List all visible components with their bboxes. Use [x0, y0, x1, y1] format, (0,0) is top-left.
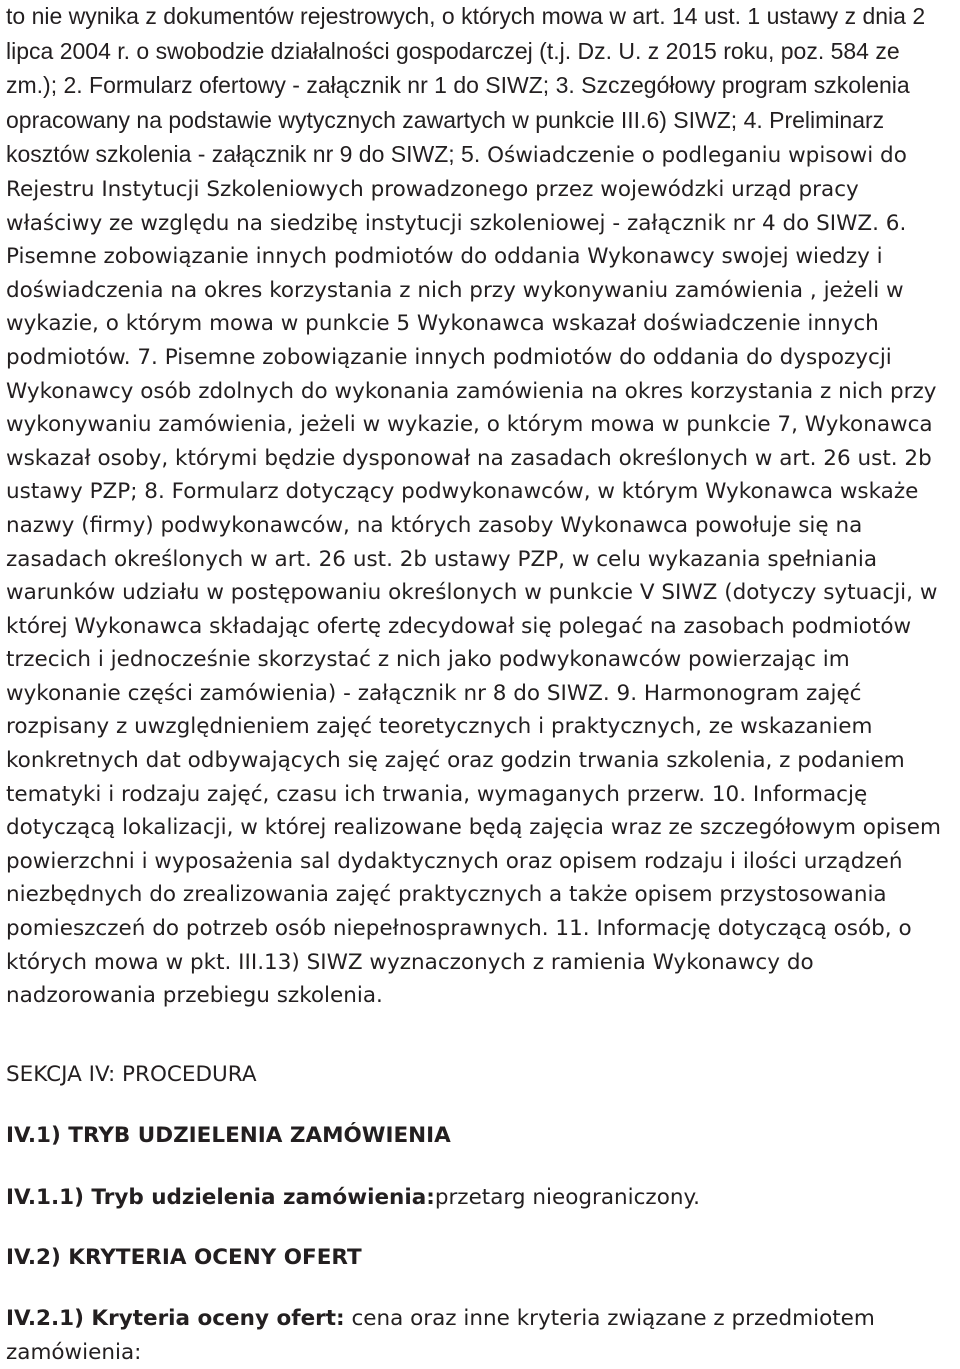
item-iv21-value: cena oraz inne kryteria związane z przedmiotem zamówienia:	[6, 1306, 875, 1365]
item-iv21	[6, 1302, 956, 1369]
item-iv11	[6, 1181, 956, 1215]
section-title: SEKCJA IV: PROCEDURA	[6, 1062, 257, 1087]
item-iv11-value: przetarg nieograniczony.	[434, 1185, 700, 1210]
heading-iv2: IV.2) KRYTERIA OCENY OFERT	[6, 1245, 362, 1270]
paragraph-part-2: Oświadczenie o podleganiu wpisowi do Rejestru Instytucji Szkoleniowych prowadzonego przez wojewódzki urząd pracy właściwy ze względu na siedzibę instytucji szkoleniowej - załącznik nr 4 do SIWZ. 6. Pisemne zobowiązanie innych podmiotów do oddania Wykonawcy swojej wiedzy i doświadczenia na okres korzystania z nich przy wykonywaniu zamówienia , jeżeli w wykazie, o którym mowa w punkcie 5 Wykonawca wskazał doświadczenie innych podmiotów. 7. Pisemne zobowiązanie innych podmiotów do oddania do dyspozycji Wykonawcy osób zdolnych do wykonania zamówienia na okres korzystania z nich przy wykonywaniu zamówienia, jeżeli w wykazie, o którym mowa w punkcie 7, Wykonawca wskazał osoby, którymi będzie dysponował na zasadach określonych w art. 26 ust. 2b ustawy PZP; 8. Formularz dotyczący podwykonawców, w którym Wykonawca wskaże nazwy (firmy) podwykonawców, na których zasoby Wykonawca powołuje się na zasadach określonych w art. 26 ust. 2b ustawy PZP, w celu wykazania spełniania warunków udziału w postępowaniu określonych w punkcie V SIWZ (dotyczy sytuacji, w której Wykonawca składając ofertę zdecydował się polegać na zasobach podmiotów trzecich i jednocześnie skorzystać z nich jako podwykonawców powierzając im wykonanie części zamówienia) - załącznik nr 8 do SIWZ. 9. Harmonogram zajęć rozpisany z uwzględnieniem zajęć teoretycznych i praktycznych, ze wskazaniem konkretnych dat odbywających się zajęć oraz godzin trwania szkolenia, z podaniem tematyki i rodzaju zajęć, czasu ich trwania, wymaganych przerw. 10. Informację dotyczącą lokalizacji, w której realizowane będą zajęcia wraz ze szczegółowym opisem powierzchni i wyposażenia sal dydaktycznych oraz opisem rodzaju i ilości urządzeń niezbędnych do zrealizowania zajęć praktycznych a także opisem przystosowania pomieszczeń do potrzeb osób niepełnosprawnych. 11. Informację dotyczącą osób, o których mowa w pkt. III.13) SIWZ wyznaczonych z ramienia Wykonawcy do nadzorowania przebiegu szkolenia.	[6, 143, 941, 1009]
heading-iv1: IV.1) TRYB UDZIELENIA ZAMÓWIENIA	[6, 1123, 451, 1148]
item-iv21-label: IV.2.1) Kryteria oceny ofert:	[6, 1306, 345, 1331]
document-page	[6, 0, 956, 1365]
item-iv11-label: IV.1.1) Tryb udzielenia zamówienia:	[6, 1185, 435, 1210]
paragraph-part-1: to nie wynika z dokumentów rejestrowych, o których mowa w art. 14 ust. 1 ustawy z dnia 2 lipca 2004 r. o swobodzie działalności gospodarczej (t.j. Dz. U. z 2015 roku, poz. 584 ze zm.); 2. Formularz ofertowy - załącznik nr 1 do SIWZ; 3. Szczegółowy program szkolenia opracowany na podstawie wytycznych zawartych w punkcie III.6) SIWZ; 4. Preliminarz kosztów szkolenia - załącznik nr 9 do SIWZ; 5.	[6, 3, 926, 168]
main-paragraph	[6, 0, 956, 1013]
